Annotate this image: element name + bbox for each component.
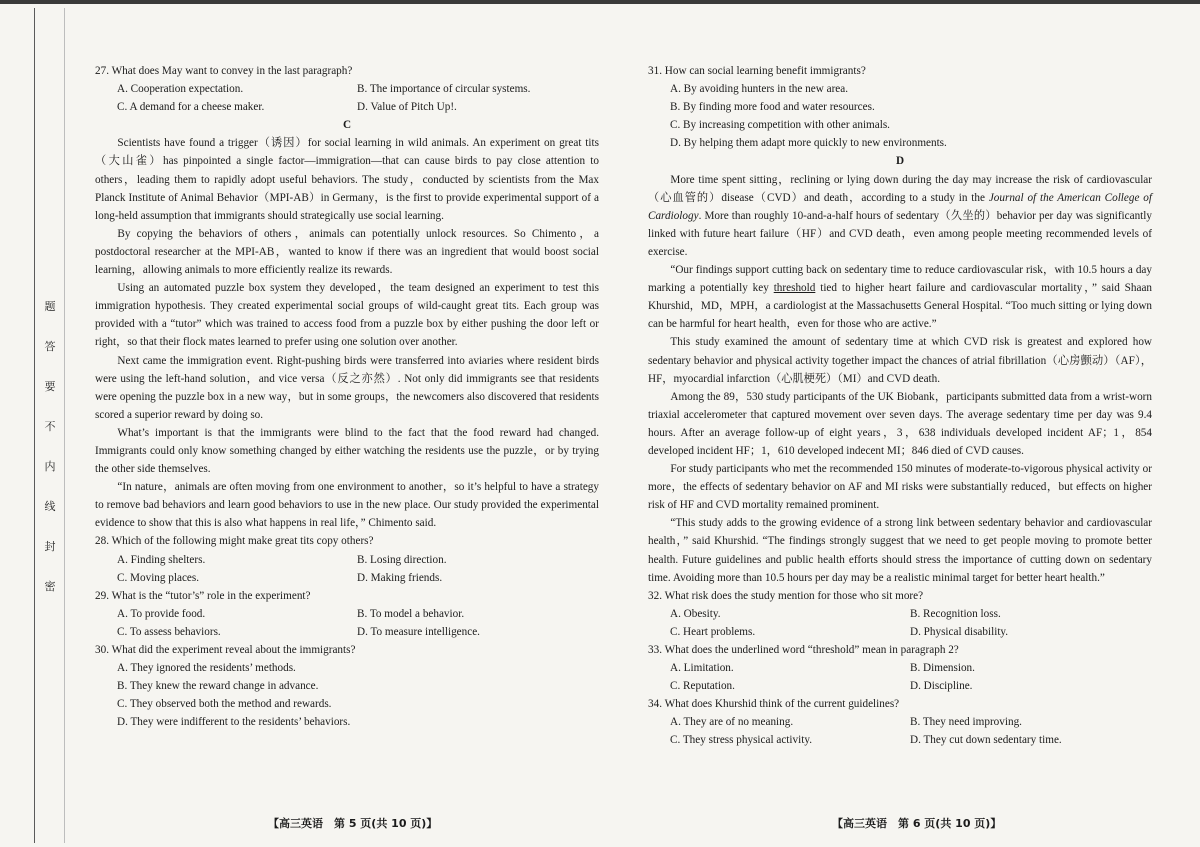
option-a: A. Cooperation expectation. — [117, 83, 244, 96]
question-30-stem: 30. What did the experiment reveal about the immigrants? — [95, 644, 356, 656]
option-d: D. To measure intelligence. — [357, 625, 480, 638]
option-c: C. A demand for a cheese maker. — [117, 101, 265, 114]
binding-strip — [43, 300, 57, 620]
section-heading-c: C — [342, 119, 352, 132]
option-c: C. Moving places. — [117, 571, 200, 584]
question-28-options-row2 — [95, 569, 599, 587]
passage-paragraph: “This study adds to the growing evidence of a strong link between sedentary behavior and cardiovascular health，” said Khurshid. “The findings strongly suggest that we need to get people moving to promote better health. Future guidelines and public health efforts should stress the importance of cutting down on sedentary time. Avoiding more than 10.5 hours per day may be a realistic minimal target for better heart health.” — [648, 517, 1152, 584]
question-27-stem: 27. What does May want to convey in the last paragraph? — [95, 65, 353, 77]
option-b: B. They knew the reward change in advance. — [117, 680, 319, 693]
passage-paragraph: What’s important is that the immigrants were blind to the fact that the food reward had changed. Immigrants could only know something changed by either watching the residents use the puzzle，or by trying the other side themselves. — [95, 426, 599, 476]
binding-char: 答 — [44, 341, 56, 353]
question-27-options-row2 — [95, 98, 599, 116]
question-32-stem: 32. What risk does the study mention for those who sit more? — [648, 589, 924, 602]
journal-title: Journal of the American College of Cardiology — [648, 191, 1152, 222]
question-29-options-row2 — [95, 623, 599, 641]
top-edge-line — [0, 0, 1200, 4]
binding-line — [34, 8, 35, 843]
passage-paragraph: For study participants who met the recommended 150 minutes of moderate-to-vigorous physical activity or more，the effects of sedentary behavior on AF and MI risks were substantially reduced，but effects on higher risk of HF and CVD mortality remained prominent. — [648, 463, 1152, 512]
option-d: D. By helping them adapt more quickly to new environments. — [670, 137, 947, 150]
question-32-options-row2 — [648, 623, 1152, 641]
question-28-stem: 28. Which of the following might make great tits copy others? — [95, 535, 374, 548]
question-31-stem: 31. How can social learning benefit immigrants? — [648, 65, 866, 77]
question-27-options-row1 — [95, 80, 599, 98]
question-28-options-row1 — [95, 551, 599, 569]
option-c: C. Reputation. — [670, 680, 735, 693]
passage-paragraph: Next came the immigration event. Right-pushing birds were transferred into aviaries where resident birds were using the left-hand solution，and vice versa（反之亦然）. Not only did immigrants see that residents were opening the puzzle box in a new way，but in some groups，the newcomers also discovered that residents scored a superior reward by doing so. — [95, 354, 599, 421]
passage-paragraph: “In nature，animals are often moving from one environment to another，so it’s helpful to have a strategy to remove bad behaviors and learn good behaviors to use in the new place. Our study provided the experimental evidence to show that this is also what happens in real life，” Chimento said. — [95, 481, 599, 530]
option-b: B. Losing direction. — [357, 553, 447, 566]
option-d: D. Physical disability. — [910, 625, 1009, 638]
option-a: A. Finding shelters. — [117, 553, 206, 566]
question-32-options-row1 — [648, 605, 1152, 623]
binding-char: 不 — [44, 421, 56, 433]
binding-char: 密 — [44, 581, 56, 593]
section-heading-d: D — [895, 155, 905, 168]
binding-line-inner — [64, 8, 65, 843]
left-page-column — [95, 62, 599, 731]
option-b: B. To model a behavior. — [357, 607, 465, 620]
option-a: A. They are of no meaning. — [670, 716, 794, 729]
option-b: B. They need improving. — [910, 716, 1022, 729]
page-footer-right: 【高三英语 第 6 页(共 10 页)】 — [832, 817, 1002, 830]
question-33-options-row1 — [648, 659, 1152, 677]
binding-char: 内 — [44, 461, 56, 473]
binding-char: 要 — [44, 381, 56, 393]
option-c: C. By increasing competition with other animals. — [670, 119, 890, 132]
option-d: D. Discipline. — [910, 680, 973, 693]
option-c: C. They observed both the method and rewards. — [117, 698, 332, 711]
binding-char: 题 — [44, 301, 56, 313]
paragraph-text: More time spent sitting，reclining or lying down during the day may increase the risk of cardiovascular（心血管的）disease（CVD）and death，according to a study in the — [648, 173, 1152, 204]
paragraph-text: tied to higher heart failure and cardiovascular mortality，” said Shaan Khurshid，MD，MPH，a cardiologist at the Massachusetts General Hospital. “Too much sitting or lying down can be harmful for heart health，even for those who are active.” — [648, 282, 1153, 331]
question-34-options-row1 — [648, 713, 1152, 731]
page-footer-left: 【高三英语 第 5 页(共 10 页)】 — [268, 817, 438, 830]
passage-paragraph: Scientists have found a trigger（诱因）for social learning in wild animals. An experiment on great tits（大山雀）has pinpointed a single factor—immigration—that can cause birds to pay close attention to others，leading them to rapidly adopt useful behaviors. The study，conducted by scientists from the Max Planck Institute of Animal Behavior（MPI-AB）in Germany，is the first to provide experimental support of a long-held assumption that immigrants should strategically use social learning. — [95, 137, 599, 222]
option-b: B. The importance of circular systems. — [357, 83, 531, 96]
passage-paragraph-2 — [648, 261, 1152, 333]
passage-paragraph: By copying the behaviors of others，animals can potentially unlock resources. So Chimento，a postdoctoral researcher at the MPI-AB，wanted to know if there was an ingredient that would boost social learning，allowing animals to more efficiently realize its rewards. — [95, 227, 599, 277]
question-29-options-row1 — [95, 605, 599, 623]
binding-char: 线 — [44, 501, 56, 513]
question-33-stem: 33. What does the underlined word “threshold” mean in paragraph 2? — [648, 644, 959, 656]
paragraph-text: “Our findings support cutting back on sedentary time to reduce cardiovascular risk，with 10.5 hours a day marking a potentially key — [648, 264, 1152, 295]
option-a: A. To provide food. — [117, 607, 206, 620]
question-33-options-row2 — [648, 677, 1152, 695]
right-page-column — [648, 62, 1152, 750]
option-a: A. By avoiding hunters in the new area. — [670, 83, 849, 96]
option-c: C. To assess behaviors. — [117, 625, 221, 638]
underlined-word-threshold: threshold — [773, 282, 816, 295]
question-34-options-row2 — [648, 731, 1152, 749]
option-c: C. They stress physical activity. — [670, 734, 812, 747]
option-a: A. Obesity. — [670, 607, 721, 620]
option-d: D. They cut down sedentary time. — [910, 734, 1062, 747]
question-34-stem: 34. What does Khurshid think of the current guidelines? — [648, 698, 900, 711]
option-b: B. Dimension. — [910, 662, 975, 675]
option-d: D. They were indifferent to the residents’ behaviors. — [117, 716, 351, 729]
binding-char: 封 — [44, 541, 56, 553]
option-c: C. Heart problems. — [670, 625, 756, 638]
passage-paragraph: This study examined the amount of sedentary time at which CVD risk is greatest and explored how sedentary behavior and physical activity together impact the chances of atrial fibrillation（心房颤动）（AF），HF，myocardial infarction（心肌梗死）（MI）and CVD death. — [648, 336, 1152, 385]
passage-paragraph: Among the 89，530 study participants of the UK Biobank，participants submitted data from a wrist-worn triaxial accelerometer that captured movement over seven days. The average sedentary time per day was 9.4 hours. After an average follow-up of eight years，3，638 individuals developed incident AF；1，854 developed incident HF；1，610 developed indecent MI；846 died of CVD causes. — [648, 390, 1152, 457]
option-d: D. Value of Pitch Up!. — [357, 101, 457, 114]
option-a: A. They ignored the residents’ methods. — [117, 662, 296, 675]
option-b: B. By finding more food and water resources. — [670, 101, 875, 114]
option-b: B. Recognition loss. — [910, 607, 1001, 620]
paragraph-text: . More than roughly 10-and-a-half hours of sedentary（久坐的）behavior per day was significantly linked with future heart failure（HF）and CVD death，even among people meeting recommended levels of exercise. — [648, 209, 1152, 258]
passage-paragraph: Using an automated puzzle box system they developed，the team designed an experiment to test this immigration hypothesis. They created experimental social groups of wild-caught great tits. Each group was provided with a “tutor” which was trained to access food from a puzzle box by either pushing the door left or right，so that their flock mates learned to prefer using one solution over another. — [95, 282, 599, 349]
passage-paragraph-1 — [648, 171, 1152, 261]
option-a: A. Limitation. — [670, 662, 734, 675]
question-29-stem: 29. What is the “tutor’s” role in the experiment? — [95, 589, 311, 602]
option-d: D. Making friends. — [357, 571, 443, 584]
